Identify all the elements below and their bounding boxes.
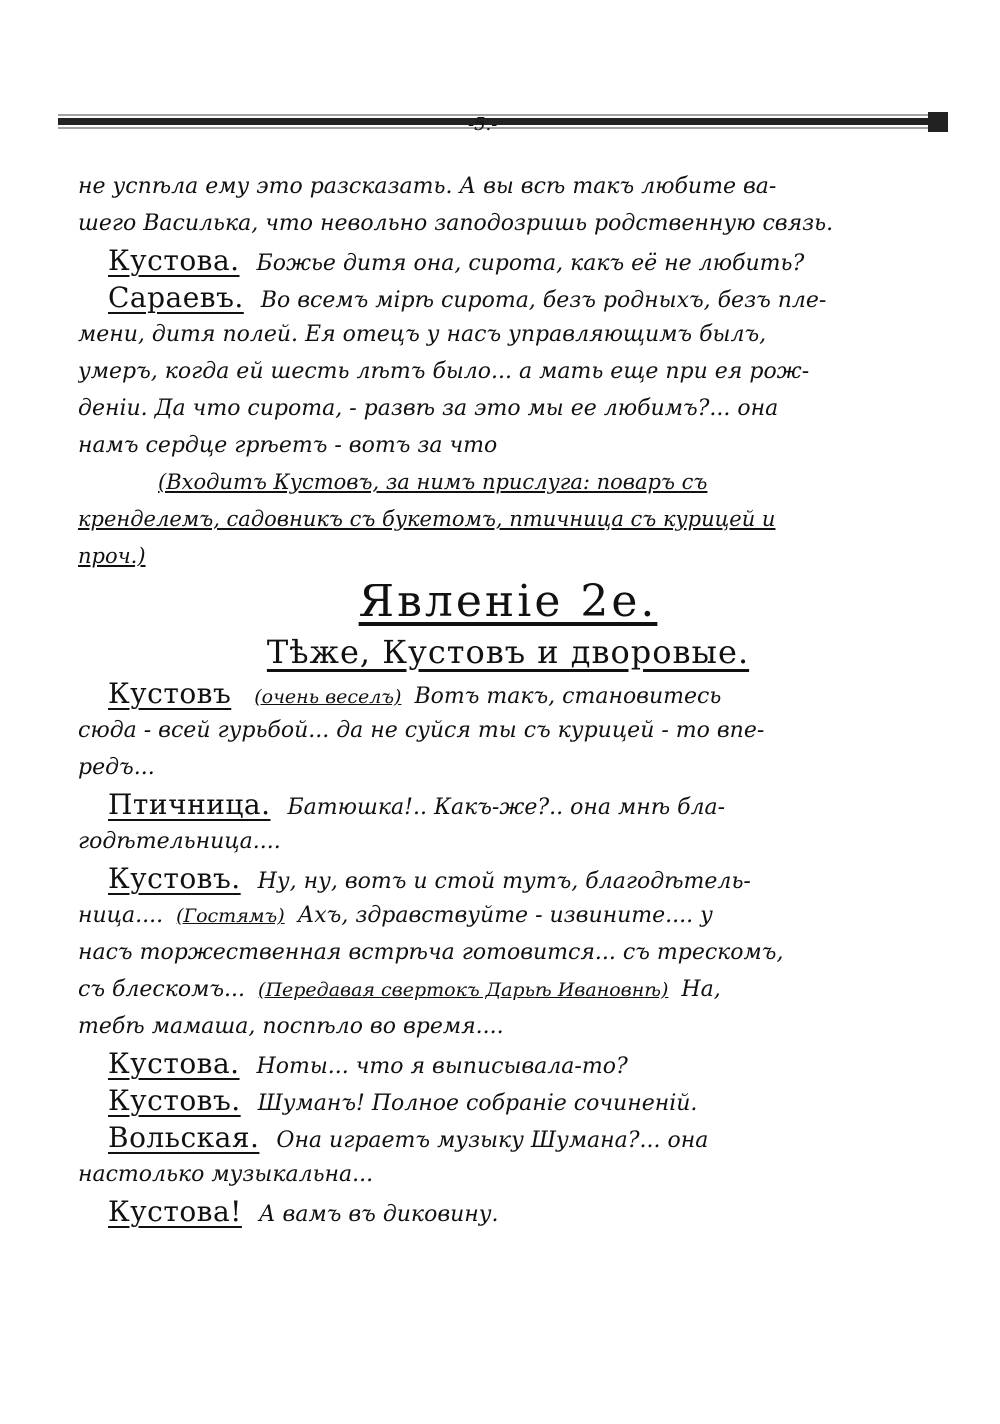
text-line: съ блескомъ... (Передавая свертокъ Дарьѣ Ивановнѣ) На,: [78, 977, 721, 1002]
scene-title: Явленіе 2е.: [358, 576, 658, 627]
speech-line: [78, 1082, 938, 1119]
speaker-name: Кустова!: [108, 1195, 242, 1228]
stage-direction: кренделемъ, садовникъ съ букетомъ, птичница съ курицей и: [78, 507, 776, 531]
speaker-name: Кустова.: [108, 1047, 240, 1080]
text-line: настолько музыкальна...: [78, 1162, 374, 1187]
speaker-name: Кустова.: [108, 244, 240, 277]
speaker-name: Кустовъ: [108, 677, 232, 710]
stage-remark: (Гостямъ): [176, 905, 285, 927]
text-line: намъ сердце грѣетъ - вотъ за что: [78, 433, 498, 458]
header-rule: [58, 112, 948, 132]
speaker-name: Кустовъ.: [108, 1084, 241, 1117]
text-line: шего Василька, что невольно заподозришь родственную связь.: [78, 211, 834, 236]
speech-line: [78, 675, 938, 712]
speech-line: [78, 1119, 938, 1156]
scene-subtitle: Тѣже, Кустовъ и дворовые.: [266, 633, 750, 671]
text-line: редъ...: [78, 755, 155, 780]
speech-text: Во всемъ мірѣ сирота, безъ родныхъ, безъ пле-: [260, 288, 827, 313]
speech-text: А вамъ въ диковину.: [258, 1202, 499, 1227]
speech-text: Божье дитя она, сирота, какъ её не любить?: [256, 251, 805, 276]
speaker-name: Кустовъ.: [108, 862, 241, 895]
text-line: насъ торжественная встрѣча готовится... съ трескомъ,: [78, 940, 784, 965]
speech-line: [78, 786, 938, 823]
speaker-name: Вольская.: [108, 1121, 260, 1154]
text-line: умеръ, когда ей шесть лѣтъ было... а мать еще при ея рож-: [78, 359, 810, 384]
speech-text: Ну, ну, вотъ и стой тутъ, благодѣтель-: [257, 869, 751, 894]
speech-text: Батюшка!.. Какъ-же?.. она мнѣ бла-: [287, 795, 726, 820]
speech-text: Вотъ такъ, становитесь: [414, 684, 722, 709]
speech-text: Шуманъ! Полное собраніе сочиненій.: [257, 1091, 698, 1116]
speech-line: [78, 860, 938, 897]
speaker-name: Птичница.: [108, 788, 271, 821]
speech-text: Она играетъ музыку Шумана?... она: [276, 1128, 709, 1153]
text-line: не успѣла ему это разсказать. А вы всѣ такъ любите ва-: [78, 174, 777, 199]
page-number: -5.-: [468, 114, 498, 135]
text-line: тебѣ мамаша, поспѣло во время....: [78, 1014, 504, 1039]
stage-direction: проч.): [78, 544, 146, 568]
manuscript-text: [78, 168, 938, 1230]
text-line: деніи. Да что сирота, - развѣ за это мы ее любимъ?... она: [78, 396, 779, 421]
text-line: сюда - всей гурьбой... да не суйся ты съ курицей - то впе-: [78, 718, 765, 743]
speech-line: [78, 279, 938, 316]
stage-direction: (Входитъ Кустовъ, за нимъ прислуга: поваръ съ: [158, 470, 708, 494]
speech-text: Ноты... что я выписывала-то?: [256, 1054, 628, 1079]
text-line: мени, дитя полей. Ея отецъ у насъ управляющимъ былъ,: [78, 322, 767, 347]
text-line: годѣтельница....: [78, 829, 281, 854]
speech-line: [78, 242, 938, 279]
stage-remark: (очень веселъ): [254, 686, 402, 708]
speech-line: [78, 1045, 938, 1082]
speech-line: [78, 1193, 938, 1230]
stage-remark: (Передавая свертокъ Дарьѣ Ивановнѣ): [258, 979, 669, 1001]
text-line: ница.... (Гостямъ) Ахъ, здравствуйте - извините.... у: [78, 903, 713, 928]
speaker-name: Сараевъ.: [108, 281, 244, 314]
